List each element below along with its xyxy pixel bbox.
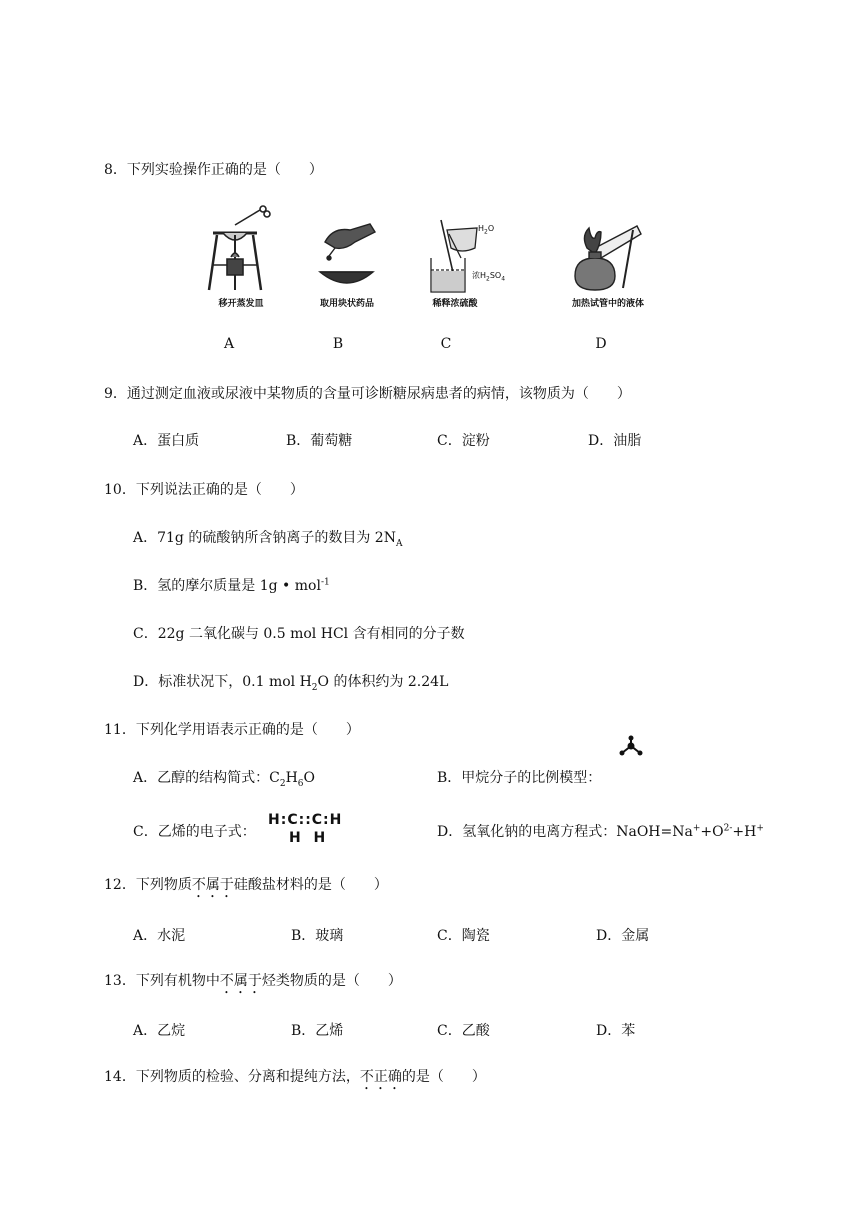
figure-c-caption: 稀释浓硫酸 [432,299,478,309]
q9-option-d: D．油脂 [588,433,642,449]
option-label-b: B [332,336,344,352]
q12-option-a: A．水泥 [133,928,186,944]
q9-option-c: C．淀粉 [437,433,490,449]
emphasis-not-belong: 不属于 [219,973,262,989]
q12-option-b: B．玻璃 [291,928,344,944]
question-11-stem: 11．下列化学用语表示正确的是（ ） [104,722,360,738]
ethylene-electron-formula-h: H H [289,830,327,846]
figure-b-caption: 取用块状药品 [319,299,374,309]
option-label-a: A [223,336,235,352]
figure-d-heat-tube [565,218,643,294]
q13-option-d: D．苯 [596,1023,636,1039]
figure-c-water-label: $H_2O$ [478,224,495,236]
figure-c-acid-label: 浓$H_2SO_4$ [472,271,506,283]
question-9-stem: 9．通过测定血液或尿液中某物质的含量可诊断糖尿病患者的病情，该物质为（ ） [104,386,631,402]
question-12-stem: 12．下列物质不属于硅酸盐材料的是（ ） [104,877,388,893]
q11-option-a: A．乙醇的结构简式：$C_2H_6O$ [133,770,315,789]
question-13-stem: 13．下列有机物中不属于烃类物质的是（ ） [104,973,402,989]
option-label-c: C [440,336,452,352]
q13-option-a: A．乙烷 [133,1023,186,1039]
q9-option-b: B．葡萄糖 [286,433,353,449]
q12-option-c: C．陶瓷 [437,928,490,944]
q9-option-a: A．蛋白质 [133,433,200,449]
q13-option-b: B．乙烯 [291,1023,344,1039]
methane-model-icon [617,736,645,758]
figure-d-caption: 加热试管中的液体 [571,299,644,309]
question-8-stem: 8．下列实验操作正确的是（ ） [104,162,323,178]
option-label-d: D [595,336,607,352]
q10-option-a: A．71g 的硫酸钠所含钠离子的数目为 $2N_A$ [133,530,403,549]
figure-a-evaporating-dish [205,205,275,293]
emphasis-not-belong: 不属于 [191,877,234,893]
q11-option-c: C．乙烯的电子式： [133,824,256,840]
ethylene-electron-formula: H:C::C:H [268,812,343,828]
q11-option-d: D．氢氧化钠的电离方程式：$NaOH=Na^++O^{2-}+H^+$ [437,823,764,840]
q10-option-c: C．22g 二氧化碳与 0.5 mol HCl 含有相同的分子数 [133,626,465,642]
emphasis-incorrect: 不正确 [359,1069,402,1085]
figure-a-caption: 移开蒸发皿 [218,299,264,309]
q10-option-b: B．氢的摩尔质量是 1g • mol$^{-1}$ [133,577,330,594]
question-10-stem: 10．下列说法正确的是（ ） [104,482,304,498]
figure-b-solid-reagent [315,222,380,292]
question-14-stem: 14．下列物质的检验、分离和提纯方法，不正确的是（ ） [104,1069,486,1085]
q13-option-c: C．乙酸 [437,1023,490,1039]
q12-option-d: D．金属 [596,928,650,944]
q11-option-b: B．甲烷分子的比例模型： [437,770,602,786]
q10-option-d: D．标准状况下，0.1 mol $H_2O$ 的体积约为 2.24L [133,674,449,693]
